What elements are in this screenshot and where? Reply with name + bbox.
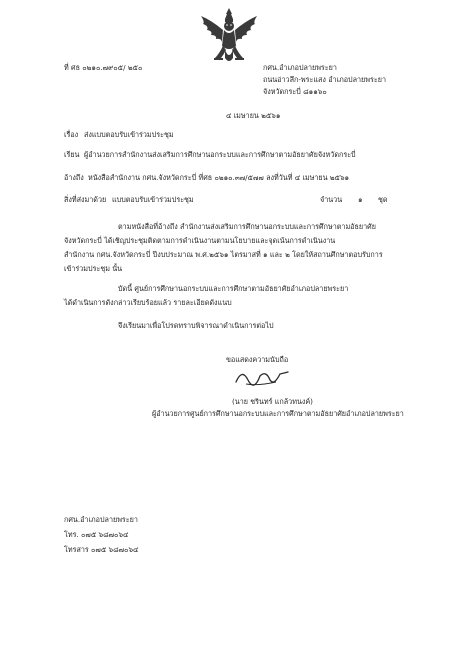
- reference-text: หนังสือสำนักงาน กศน.จังหวัดกระบี่ ที่ศธ ๐๒๑๐.๓๗/๕๗๗ ลงที่วันที่ ๔ เมษายน ๒๕๖๑: [88, 173, 350, 182]
- body-para2-line: ได้ดำเนินการดังกล่าวเรียบร้อยแล้ว รายละเอียดดังแนบ: [64, 298, 232, 307]
- salutation-label: เรียน: [64, 150, 80, 159]
- subject-label: เรื่อง: [64, 130, 79, 139]
- signatory-position: ผู้อำนวยการศูนย์การศึกษานอกระบบและการศึกษาตามอัธยาศัยอำเภอปลายพระยา: [152, 409, 404, 418]
- body-para1-line: เข้าร่วมประชุม นั้น: [64, 264, 123, 273]
- body-para1-line: ตามหนังสือที่อ้างถึง สำนักงานส่งเสริมการศึกษานอกระบบและการศึกษาตามอัธยาศัย: [118, 222, 376, 231]
- footer-fax: โทรสาร ๐๗๕ ๖๘๗๐๖๔: [64, 545, 139, 554]
- enclosure-qty: ๑: [358, 195, 363, 204]
- signature-icon: [232, 364, 292, 390]
- garuda-emblem-icon: [197, 6, 261, 70]
- enclosure-unit: ชุด: [378, 195, 388, 204]
- footer-office: กศน.อำเภอปลายพระยา: [64, 515, 138, 524]
- closing-regards: ขอแสดงความนับถือ: [226, 355, 289, 364]
- body-para2-line: บัดนี้ ศูนย์การศึกษานอกระบบและการศึกษาตามอัธยาศัยอำเภอปลายพระยา: [118, 284, 349, 293]
- office-province: จังหวัดกระบี่ ๘๑๑๖๐: [263, 87, 327, 96]
- footer-tel: โทร. ๐๗๕ ๖๘๗๐๖๔: [64, 530, 129, 539]
- reference-number: ที่ ศธ ๐๒๑๐.๗๙๐๕/ ๒๕๐: [64, 63, 143, 72]
- enclosure-text: แบบตอบรับเข้าร่วมประชุม: [112, 195, 194, 204]
- office-name: กศน.อำเภอปลายพระยา: [263, 63, 337, 72]
- body-para1-line: จังหวัดกระบี่ ได้เชิญประชุมติดตามการดำเนินงานตามนโยบายและจุดเน้นการดำเนินงาน: [64, 236, 336, 245]
- enclosure-qty-label: จำนวน: [320, 195, 343, 204]
- signatory-name: (นาย ชรินทร์ แกล้วทนงค์): [232, 397, 313, 406]
- body-para1-line: สำนักงาน กศน.จังหวัดกระบี่ ปีงบประมาณ พ.ศ.๒๕๖๑ ไตรมาสที่ ๑ และ ๒ โดยให้สถานศึกษาตอบรับการ: [64, 250, 383, 259]
- salutation-text: ผู้อำนวยการสำนักงานส่งเสริมการศึกษานอกระบบและการศึกษาตามอัธยาศัยจังหวัดกระบี่: [84, 150, 356, 159]
- enclosure-label: สิ่งที่ส่งมาด้วย: [64, 195, 107, 204]
- office-road: ถนนอ่าวลึก-พระแสง อำเภอปลายพระยา: [263, 75, 386, 84]
- subject-text: ส่งแบบตอบรับเข้าร่วมประชุม: [84, 130, 174, 139]
- letter-date: ๔ เมษายน ๒๕๖๑: [226, 111, 281, 120]
- body-para3: จึงเรียนมาเพื่อโปรดทราบพิจารณาดำเนินการต่อไป: [118, 321, 274, 330]
- reference-label: อ้างถึง: [64, 173, 84, 182]
